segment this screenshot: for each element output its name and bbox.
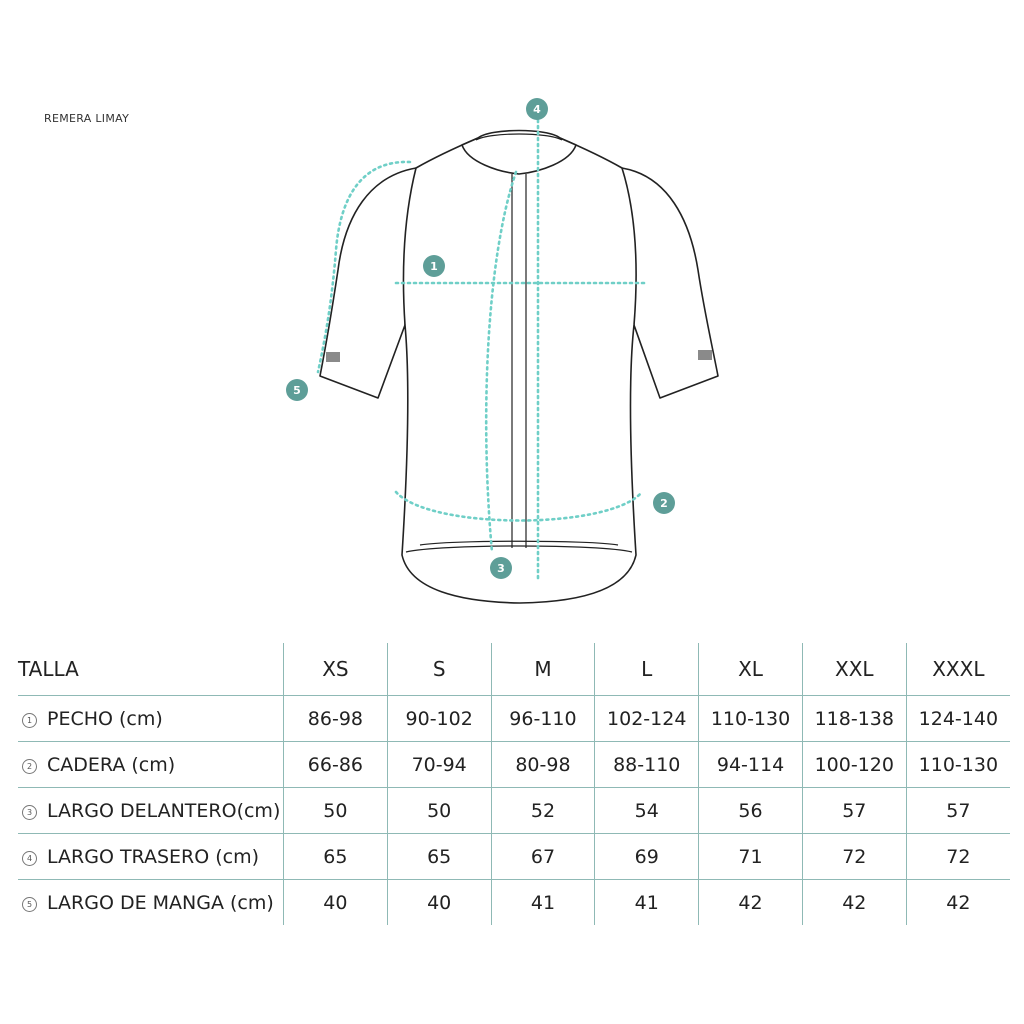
table-cell: 56	[699, 788, 803, 834]
product-name: REMERA LIMAY	[44, 112, 130, 125]
table-row	[18, 696, 1010, 742]
table-cell: 65	[387, 834, 491, 880]
row-index-icon: 4	[22, 851, 37, 866]
table-cell: 42	[802, 880, 906, 926]
table-cell: 67	[491, 834, 595, 880]
row-index-icon: 3	[22, 805, 37, 820]
table-cell: 42	[906, 880, 1010, 926]
badge-front-length	[490, 557, 512, 579]
table-cell: 65	[284, 834, 388, 880]
table-cell: 90-102	[387, 696, 491, 742]
badge-chest-number: 1	[430, 260, 438, 273]
left-sleeve-tab	[326, 352, 340, 362]
table-cell: 72	[802, 834, 906, 880]
table-cell: 41	[491, 880, 595, 926]
table-cell: 57	[906, 788, 1010, 834]
talla-label: TALLA	[18, 643, 284, 696]
table-cell: 118-138	[802, 696, 906, 742]
badge-sleeve-length	[286, 379, 308, 401]
row-index-icon: 2	[22, 759, 37, 774]
badge-hip	[653, 492, 675, 514]
table-cell: 70-94	[387, 742, 491, 788]
size-xxxl: XXXL	[906, 643, 1010, 696]
size-l: L	[595, 643, 699, 696]
size-xxl: XXL	[802, 643, 906, 696]
size-s: S	[387, 643, 491, 696]
table-cell: 42	[699, 880, 803, 926]
badge-hip-number: 2	[660, 497, 668, 510]
row-label	[18, 834, 284, 880]
table-row	[18, 742, 1010, 788]
table-row	[18, 788, 1010, 834]
badge-chest	[423, 255, 445, 277]
row-index-icon: 1	[22, 713, 37, 728]
badge-back-length	[526, 98, 548, 120]
row-label	[18, 880, 284, 926]
table-cell: 86-98	[284, 696, 388, 742]
row-label-text: CADERA (cm)	[47, 753, 176, 776]
jersey-body	[402, 138, 636, 603]
table-cell: 40	[284, 880, 388, 926]
table-cell: 40	[387, 880, 491, 926]
table-cell: 72	[906, 834, 1010, 880]
table-cell: 100-120	[802, 742, 906, 788]
row-label-text: LARGO DELANTERO(cm)	[47, 799, 281, 822]
table-cell: 110-130	[699, 696, 803, 742]
size-xl: XL	[699, 643, 803, 696]
table-cell: 71	[699, 834, 803, 880]
size-m: M	[491, 643, 595, 696]
table-cell: 88-110	[595, 742, 699, 788]
table-cell: 50	[387, 788, 491, 834]
row-label-text: LARGO DE MANGA (cm)	[47, 891, 274, 914]
table-cell: 54	[595, 788, 699, 834]
row-index-icon: 5	[22, 897, 37, 912]
size-xs: XS	[284, 643, 388, 696]
table-cell: 102-124	[595, 696, 699, 742]
table-row	[18, 880, 1010, 926]
size-table	[18, 643, 1010, 925]
row-label-text: PECHO (cm)	[47, 707, 163, 730]
row-label	[18, 742, 284, 788]
right-sleeve-tab	[698, 350, 712, 360]
table-cell: 110-130	[906, 742, 1010, 788]
table-cell: 50	[284, 788, 388, 834]
table-cell: 66-86	[284, 742, 388, 788]
table-cell: 94-114	[699, 742, 803, 788]
badge-sleeve-length-number: 5	[293, 384, 301, 397]
table-row	[18, 834, 1010, 880]
row-label	[18, 696, 284, 742]
row-label	[18, 788, 284, 834]
size-table-body	[18, 696, 1010, 926]
table-cell: 96-110	[491, 696, 595, 742]
table-cell: 57	[802, 788, 906, 834]
size-header-row	[18, 643, 1010, 696]
badge-front-length-number: 3	[497, 562, 505, 575]
table-cell: 41	[595, 880, 699, 926]
badge-back-length-number: 4	[533, 103, 541, 116]
table-cell: 124-140	[906, 696, 1010, 742]
table-cell: 80-98	[491, 742, 595, 788]
table-cell: 69	[595, 834, 699, 880]
table-cell: 52	[491, 788, 595, 834]
row-label-text: LARGO TRASERO (cm)	[47, 845, 260, 868]
